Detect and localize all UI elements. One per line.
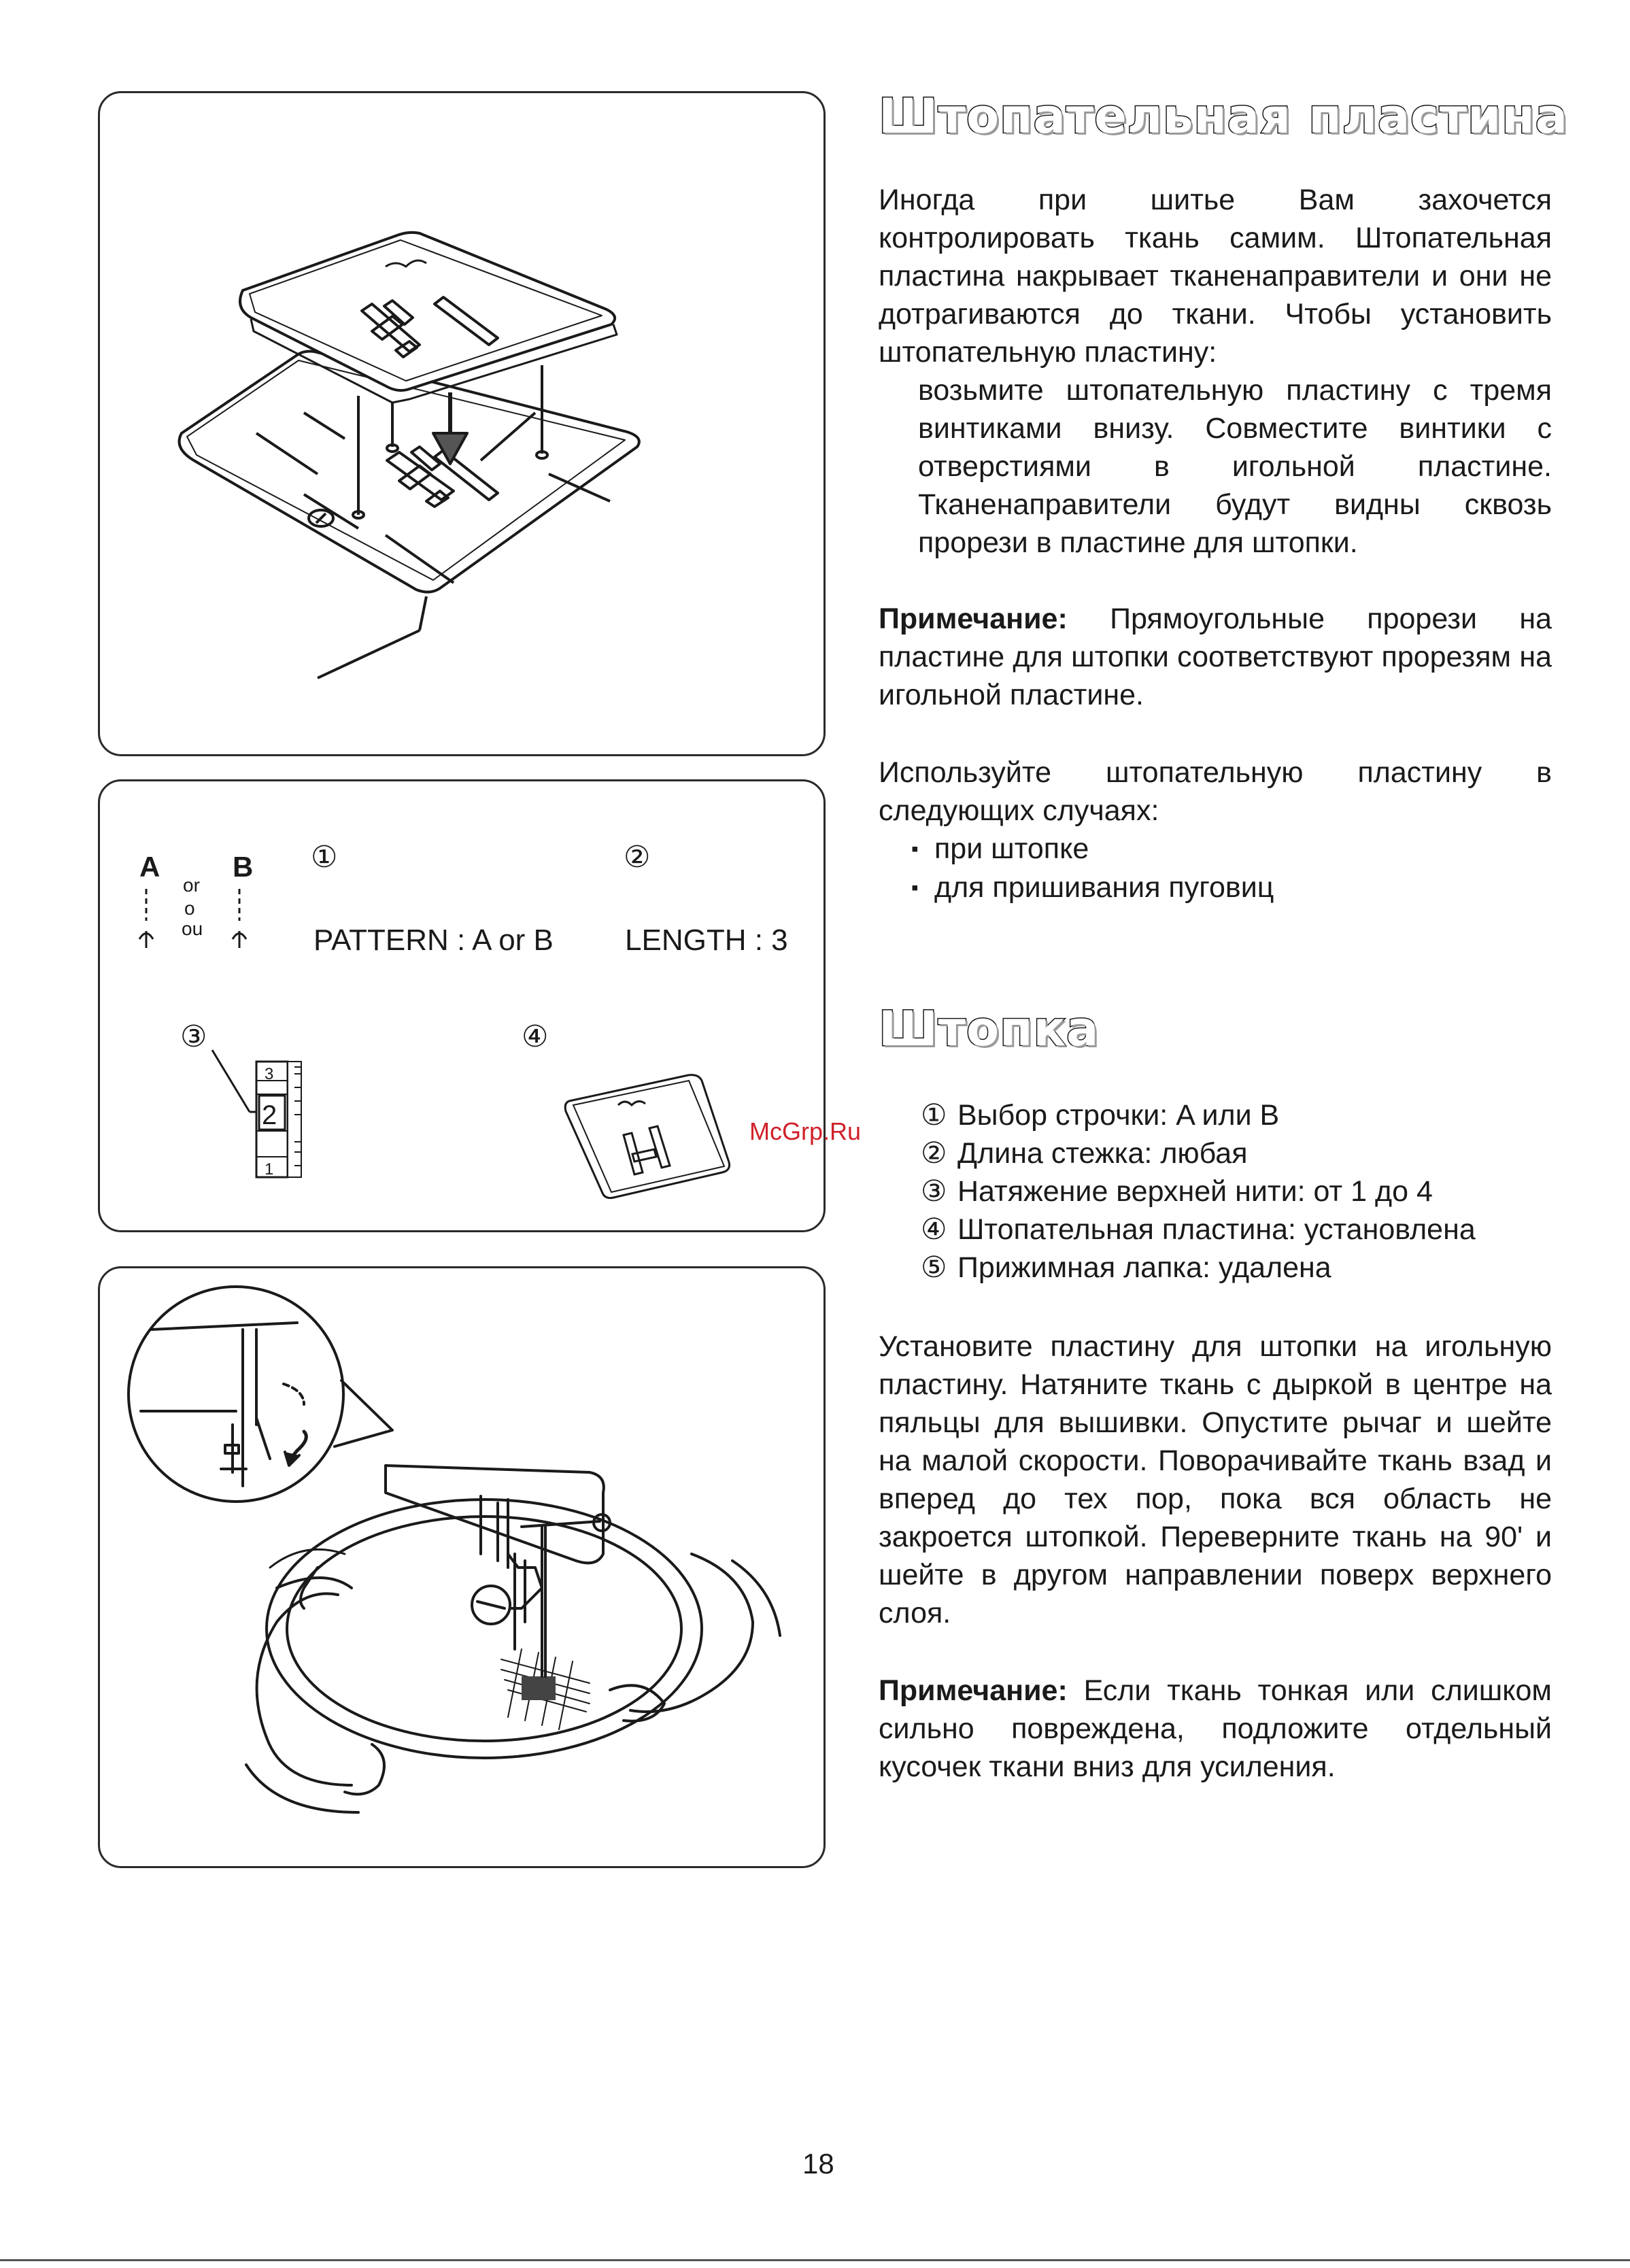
settings-illustration <box>100 781 828 1234</box>
pattern-text: PATTERN : A or B <box>313 924 554 957</box>
note-1-label: Примечание: <box>879 603 1068 635</box>
dial-1: 1 <box>265 1160 274 1179</box>
tension-dial <box>212 1050 301 1179</box>
darning-hoop-illustration <box>100 1268 828 1870</box>
bullet-icon: ▪ <box>911 877 919 899</box>
setting-item: ② Длина стежка: любая <box>921 1137 1248 1170</box>
bullet-icon: ▪ <box>911 838 919 860</box>
usage-item: ▪ для пришивания пуговиц <box>911 868 1552 907</box>
settings-list <box>879 1096 1552 1287</box>
circle-3: ③ <box>180 1020 207 1053</box>
note-1-text: Прямоугольные прорези на пластине для штопки соответствуют прорезям на игольной пластине. <box>879 603 1552 711</box>
circle-4: ④ <box>522 1020 549 1053</box>
setting-item: ④ Штопательная пластина: установлена <box>921 1213 1476 1246</box>
page-title: Штопательная пластина <box>879 88 1568 144</box>
note-2-text: Если ткань тонкая или слишком сильно повреждена, подложите отдельный кусочек ткани вниз для усиления. <box>879 1674 1552 1783</box>
figure-darning-hoop <box>98 1266 826 1868</box>
darning-body <box>879 1327 1552 1632</box>
watermark: McGrp.Ru <box>749 1117 862 1145</box>
note-2 <box>879 1672 1552 1786</box>
usage-item: ▪ при штопке <box>911 830 1552 868</box>
figure-darning-plate-install <box>98 91 826 756</box>
section-darning-plate-body <box>879 181 1552 562</box>
note-1 <box>879 600 1552 714</box>
section-darning-title <box>879 1001 1552 1057</box>
setting-item: ③ Натяжение верхней нити: от 1 до 4 <box>921 1175 1433 1208</box>
length-text: LENGTH : 3 <box>625 924 788 957</box>
setting-item: ① Выбор строчки: A или B <box>921 1099 1280 1132</box>
darning-plate-illustration <box>100 93 828 758</box>
darning-plate-small <box>565 1075 729 1198</box>
section-title: Штопка <box>879 1001 1100 1057</box>
circle-2: ② <box>624 841 651 874</box>
usage-intro: Используйте штопательную пластину в следующих случаях: <box>879 756 1552 827</box>
section-darning-plate-title <box>879 88 1568 144</box>
dial-2: 2 <box>262 1100 277 1130</box>
setting-item: ⑤ Прижимная лапка: удалена <box>921 1251 1331 1284</box>
instruction-paragraph: возьмите штопательную пластину с тремя винтиками внизу. Совместите винтики с отверстиями в игольной пластине. Тканенаправители будут видны сквозь прорези в пластине для штопки. <box>918 374 1552 559</box>
usage-block <box>879 754 1552 907</box>
pattern-a-label: A <box>139 851 160 883</box>
page-number: 18 <box>802 2148 834 2180</box>
bottom-rule <box>0 2259 1630 2261</box>
darning-paragraph: Установите пластину для штопки на игольную пластину. Натяните ткань с дыркой в центре на пяльцы для вышивки. Опустите рычаг и шейте на малой скорости. Поворачивайте ткань взад и вперед до тех пор, пока вся область не закроется штопкой. Переверните ткань на 90' и шейте в другом направлении поверх верхнего слоя. <box>879 1330 1552 1629</box>
or-mid-text: o <box>184 898 195 919</box>
or-en-text: or <box>183 875 200 896</box>
intro-paragraph: Иногда при шитье Вам захочется контролировать ткань самим. Штопательная пластина накрывает тканенаправители и они не дотрагиваются до ткани. Чтобы установить штопательную пластину: <box>879 184 1552 369</box>
circle-1: ① <box>311 841 338 874</box>
note-2-label: Примечание: <box>879 1674 1068 1707</box>
dial-3: 3 <box>265 1065 274 1083</box>
or-fr-text: ou <box>182 918 203 939</box>
pattern-b-label: B <box>233 851 254 883</box>
figure-darning-settings <box>98 779 826 1232</box>
